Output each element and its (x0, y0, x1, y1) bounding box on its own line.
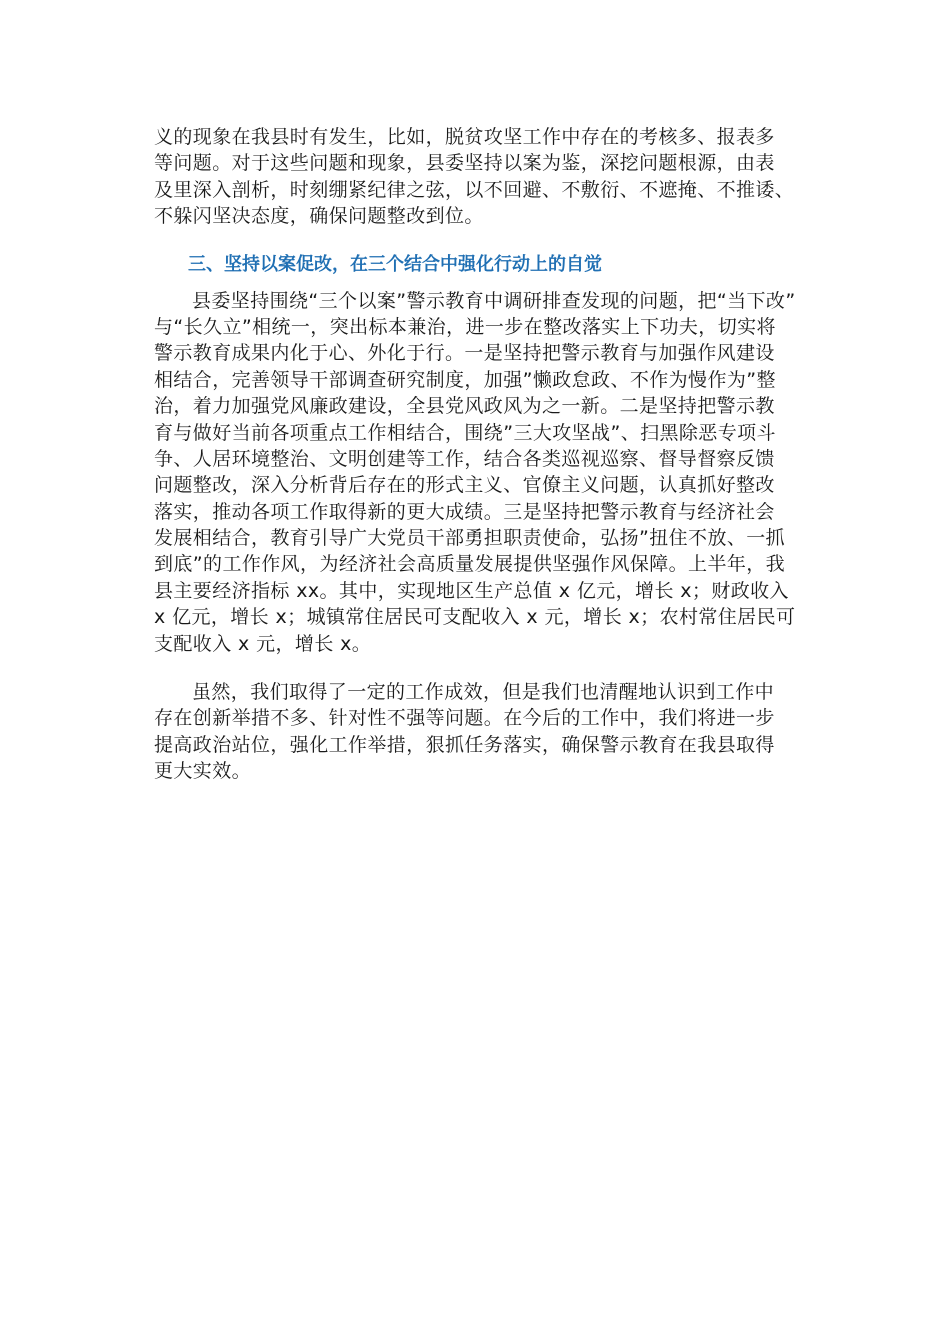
text-line: 与“长久立”相统一，突出标本兼治，进一步在整改落实上下功夫，切实将 (154, 315, 776, 338)
text-line: 提高政治站位，强化工作举措，狠抓任务落实，确保警示教育在我县取得 (154, 733, 775, 756)
text-line: 等问题。对于这些问题和现象，县委坚持以案为鉴，深挖问题根源，由表 (154, 152, 775, 175)
document-body (154, 124, 800, 785)
text-line: 争、人居环境整治、文明创建等工作，结合各类巡视巡察、督导督察反馈 (154, 447, 775, 470)
paragraph-conclusion (154, 679, 800, 785)
text-line: 育与做好当前各项重点工作相结合，围绕”三大攻坚战”、扫黑除恶专项斗 (154, 421, 776, 444)
section-heading-3: 三、坚持以案促改，在三个结合中强化行动上的自觉 (188, 253, 602, 275)
text-line: 不躲闪坚决态度，确保问题整改到位。 (154, 205, 484, 228)
text-line: 存在创新举措不多、针对性不强等问题。在今后的工作中，我们将进一步 (154, 707, 775, 730)
text-line: 发展相结合，教育引导广大党员干部勇担职责使命，弘扬”扭住不放、一抓 (154, 527, 786, 550)
text-line: 支配收入 x 元，增长 x。 (154, 632, 372, 655)
text-line: 警示教育成果内化于心、外化于行。一是坚持把警示教育与加强作风建设 (154, 342, 775, 365)
text-line: 及里深入剖析，时刻绷紧纪律之弦，以不回避、不敷衍、不遮掩、不推诿、 (154, 178, 795, 201)
text-line: 到底”的工作作风，为经济社会高质量发展提供坚强作风保障。上半年，我 (154, 553, 786, 576)
text-line: 相结合，完善领导干部调查研究制度，加强”懒政怠政、不作为慢作为”整 (154, 368, 776, 391)
text-line: 更大实效。 (154, 760, 252, 783)
text-line: 县主要经济指标 xx。其中，实现地区生产总值 x 亿元，增长 x；财政收入 (154, 579, 789, 602)
paragraph-continued (154, 124, 800, 230)
text-line: x 亿元，增长 x；城镇常住居民可支配收入 x 元，增长 x；农村常住居民可 (154, 606, 796, 629)
text-line: 义的现象在我县时有发生，比如，脱贫攻坚工作中存在的考核多、报表多 (154, 126, 775, 148)
text-line: 虽然，我们取得了一定的工作成效，但是我们也清醒地认识到工作中 (192, 681, 775, 704)
text-line: 落实，推动各项工作取得新的更大成绩。三是坚持把警示教育与经济社会 (154, 500, 775, 523)
text-line: 县委坚持围绕“三个以案”警示教育中调研排查发现的问题，把“当下改” (192, 289, 796, 312)
text-line: 问题整改，深入分析背后存在的形式主义、官僚主义问题，认真抓好整改 (154, 474, 775, 497)
paragraph-rectification (154, 288, 800, 657)
text-line: 治，着力加强党风廉政建设，全县党风政风为之一新。二是坚持把警示教 (154, 395, 775, 418)
